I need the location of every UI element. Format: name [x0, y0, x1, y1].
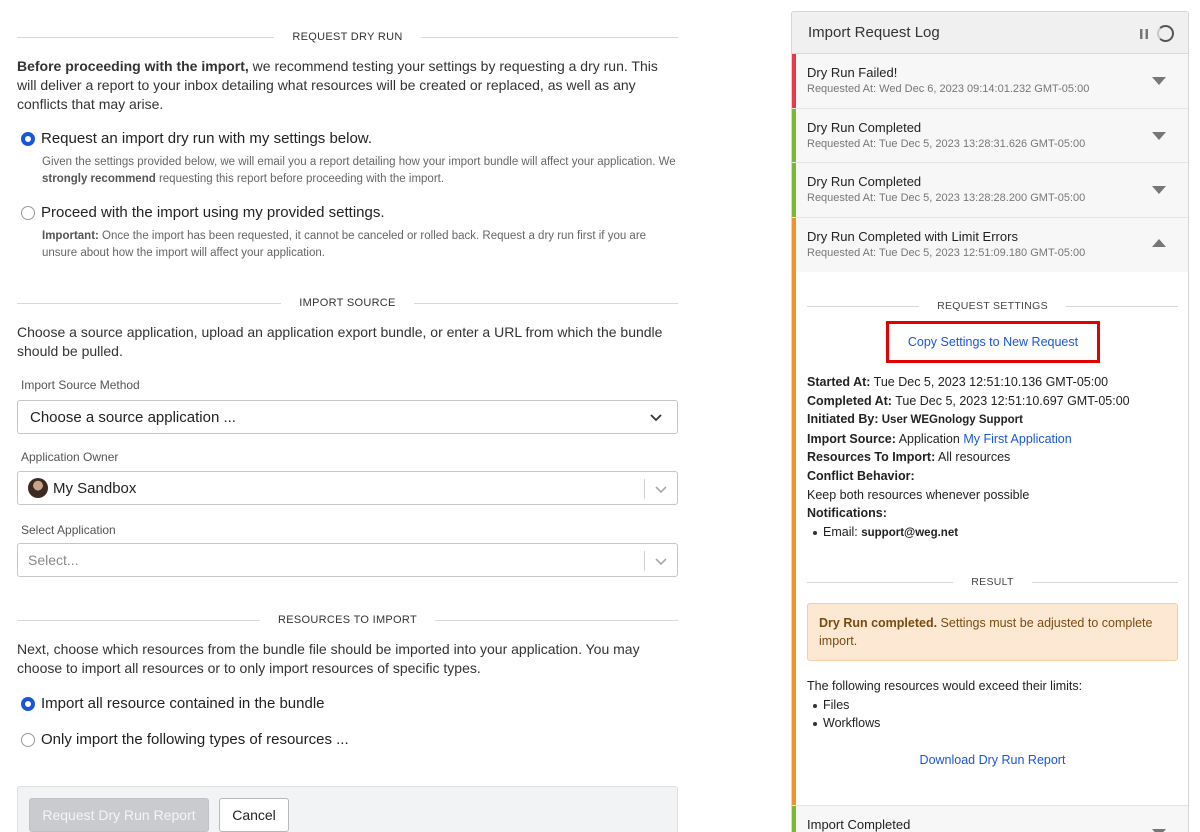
- application-owner-label: Application Owner: [21, 450, 119, 464]
- chevron-down-icon[interactable]: [1152, 77, 1166, 85]
- import-source-section-heading: IMPORT SOURCE: [17, 293, 678, 313]
- proceed-option-help: Important: Once the import has been requested, it cannot be canceled or rolled back. Request a dry run first if you are unsure about how the import will affect your application.: [42, 230, 647, 259]
- dry-run-option-help: Given the settings provided below, we will email you a report detailing how your import bundle will affect your application. We strongly recommend requesting this report before proceeding with the import.: [42, 156, 676, 185]
- status-bar: [792, 806, 796, 832]
- import-request-log-panel: [791, 11, 1189, 832]
- chevron-down-icon: [649, 410, 663, 424]
- request-settings-details: Started At: Tue Dec 5, 2023 12:51:10.136 GMT-05:00 Completed At: Tue Dec 5, 2023 12:51:10.697 GMT-05:00 Initiated By: User WEGnology Support Import Source: Application My First Application Resources To Import: All resources Conflict Behavior: Keep both resources whenever possible Notifications: Email: support@weg.net: [807, 373, 1177, 542]
- resources-section-heading: RESOURCES TO IMPORT: [17, 610, 678, 630]
- chevron-down-icon[interactable]: [1152, 186, 1166, 194]
- list-item: Files: [807, 696, 1177, 715]
- status-bar: [792, 218, 796, 273]
- cancel-button[interactable]: Cancel: [219, 798, 289, 832]
- radio-unselected-icon[interactable]: [21, 206, 35, 220]
- status-bar: [792, 109, 796, 163]
- log-item[interactable]: Dry Run Completed Requested At: Tue Dec 5, 2023 13:28:28.200 GMT-05:00: [792, 163, 1188, 218]
- select-separator: [644, 479, 645, 499]
- panel-title: Import Request Log: [808, 24, 940, 41]
- chevron-down-icon[interactable]: [1152, 132, 1166, 140]
- spinner-icon: [1157, 25, 1174, 42]
- log-item[interactable]: Dry Run Completed Requested At: Tue Dec 5, 2023 13:28:31.626 GMT-05:00: [792, 109, 1188, 164]
- radio-unselected-icon[interactable]: [21, 733, 35, 747]
- application-owner-select[interactable]: My Sandbox: [17, 471, 678, 505]
- status-bar: [792, 272, 796, 805]
- copy-settings-button[interactable]: Copy Settings to New Request: [886, 321, 1100, 363]
- result-alert: Dry Run completed. Settings must be adjusted to complete import.: [807, 603, 1178, 661]
- request-settings-heading: REQUEST SETTINGS: [807, 298, 1178, 314]
- log-item[interactable]: Import Completed: [792, 805, 1188, 832]
- log-item-expanded[interactable]: Dry Run Completed with Limit Errors Requested At: Tue Dec 5, 2023 12:51:09.180 GMT-05:00: [792, 218, 1188, 273]
- result-heading: RESULT: [807, 574, 1178, 590]
- radio-selected-icon[interactable]: [21, 132, 35, 146]
- download-report-link[interactable]: Download Dry Run Report: [919, 753, 1066, 767]
- pause-icon[interactable]: [1140, 29, 1148, 39]
- form-footer: [17, 786, 678, 832]
- source-application-link[interactable]: My First Application: [963, 431, 1072, 446]
- panel-header: [792, 12, 1188, 54]
- resources-intro: Next, choose which resources from the bundle file should be imported into your application. You may choose to import all resources or to only import resources of specific types.: [17, 641, 640, 676]
- chevron-down-icon: [654, 482, 668, 496]
- status-bar: [792, 163, 796, 217]
- radio-proceed-import[interactable]: Proceed with the import using my provided settings.: [17, 204, 385, 221]
- avatar: [28, 478, 48, 498]
- radio-import-all[interactable]: Import all resource contained in the bundle: [17, 695, 325, 712]
- select-application-label: Select Application: [21, 523, 116, 537]
- radio-selected-icon[interactable]: [21, 697, 35, 711]
- import-source-method-label: Import Source Method: [21, 378, 140, 392]
- select-separator: [644, 551, 645, 571]
- import-source-intro: Choose a source application, upload an application export bundle, or enter a URL from which the bundle should be pulled.: [17, 324, 663, 359]
- request-dry-run-button[interactable]: Request Dry Run Report: [29, 798, 209, 832]
- radio-import-types[interactable]: Only import the following types of resources ...: [17, 731, 349, 748]
- notification-email: Email: support@weg.net: [807, 523, 1177, 543]
- log-item[interactable]: Dry Run Failed! Requested At: Wed Dec 6, 2023 09:14:01.232 GMT-05:00: [792, 54, 1188, 109]
- status-bar: [792, 54, 796, 108]
- chevron-up-icon[interactable]: [1152, 239, 1166, 247]
- dry-run-section-heading: REQUEST DRY RUN: [17, 27, 678, 47]
- dry-run-intro: Before proceeding with the import, we recommend testing your settings by requesting a dry run. This will deliver a report to your inbox detailing what resources will be created or replaced, as well as any conflicts that may arise.: [17, 58, 658, 112]
- list-item: Workflows: [807, 714, 1177, 733]
- import-source-method-select[interactable]: Choose a source application ...: [17, 400, 678, 434]
- radio-request-dry-run[interactable]: Request an import dry run with my settings below.: [17, 130, 372, 147]
- log-item-details: [792, 272, 1188, 805]
- limits-list: The following resources would exceed their limits: Files Workflows: [807, 677, 1177, 733]
- chevron-down-icon: [654, 554, 668, 568]
- select-application-select[interactable]: Select...: [17, 543, 678, 577]
